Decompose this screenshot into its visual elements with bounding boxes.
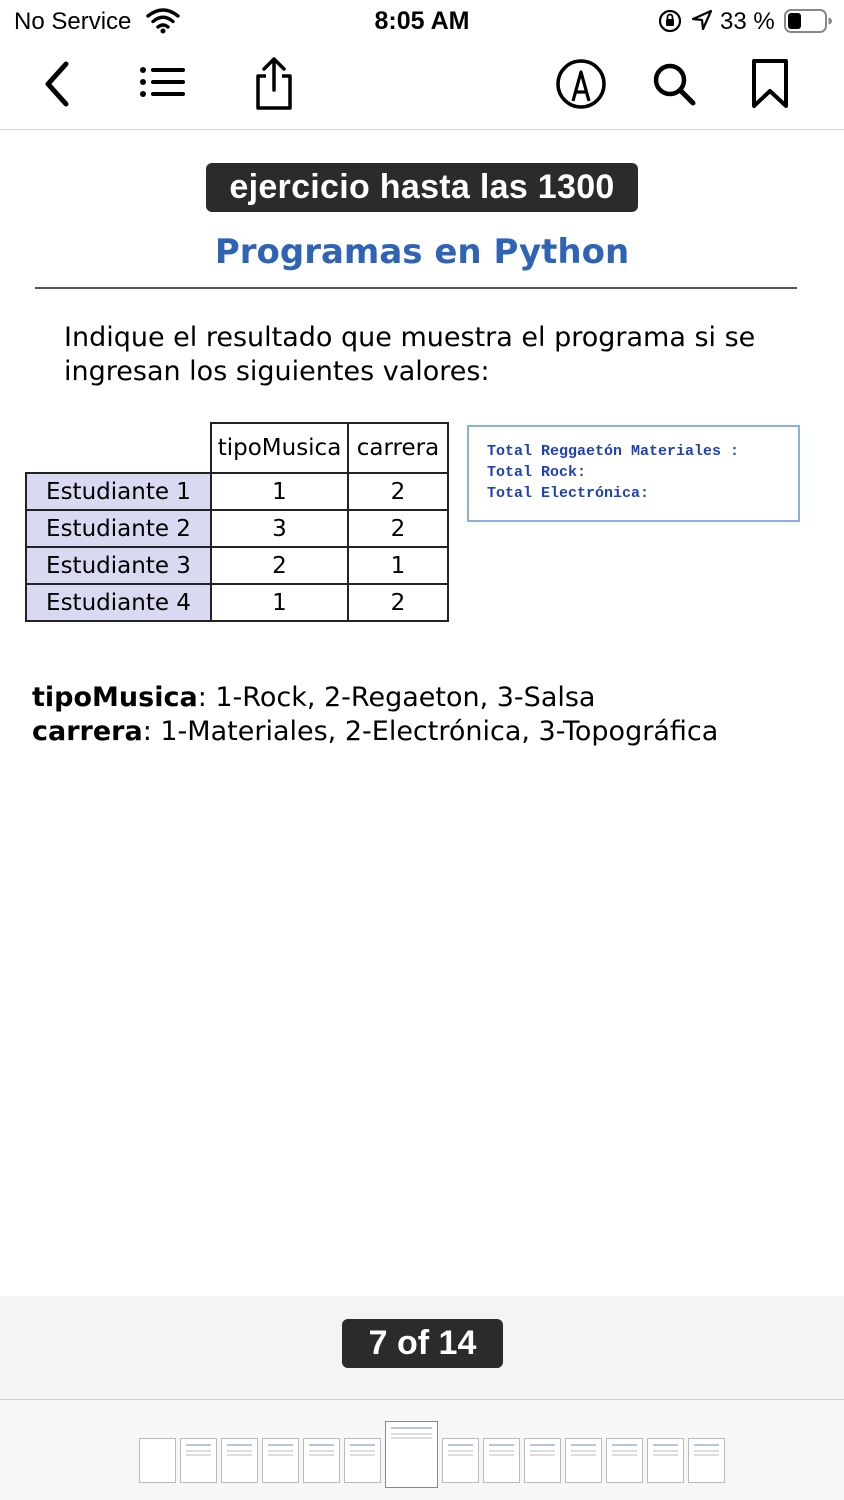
thumbnail-line [694,1454,719,1456]
thumbnail-line [448,1444,473,1446]
thumbnail-line [694,1450,719,1452]
table-row [26,473,448,510]
thumbnail-line [391,1437,432,1439]
thumbnail-line [309,1454,334,1456]
battery-percent: 33 % [720,8,775,35]
thumbnail-line [448,1454,473,1456]
table-corner [26,423,211,473]
document-title-pill: ejercicio hasta las 1300 [206,163,638,212]
output-line: Total Electrónica: [487,485,650,502]
location-icon [690,8,714,32]
thumbnail-line [653,1454,678,1456]
table-cell: 2 [348,473,448,510]
page-thumbnail[interactable] [344,1438,381,1483]
thumbnail-line [612,1454,637,1456]
thumbnail-line [227,1444,252,1446]
table-cell: 1 [348,547,448,584]
instructions-text: Indique el resultado que muestra el programa si se ingresan los siguientes valores: [64,322,756,387]
table-cell: 1 [211,584,348,621]
carrier-label: No Service [14,8,132,35]
thumbnail-line [571,1444,596,1446]
column-header: tipoMusica [211,423,348,473]
table-cell: 2 [348,510,448,547]
column-header: carrera [348,423,448,473]
legend-line-carrera [32,715,718,749]
thumbnail-line [571,1450,596,1452]
values-table [25,422,449,622]
thumbnail-line [571,1454,596,1456]
page-thumbnail[interactable] [606,1438,643,1483]
list-icon [138,64,188,104]
status-bar [0,0,844,44]
program-output-box [467,425,800,522]
thumbnail-line [268,1444,293,1446]
page-thumbnail[interactable] [565,1438,602,1483]
thumbnail-line [448,1450,473,1452]
page-heading: Programas en Python [214,232,630,272]
thumbnail-line [530,1450,555,1452]
thumbnail-line [391,1433,432,1435]
thumbnail-line [612,1444,637,1446]
legend-line-tipomusica [32,681,718,715]
search-button[interactable] [644,54,704,114]
page-thumbnail[interactable] [647,1438,684,1483]
pdf-page [0,203,844,1296]
table-of-contents-button[interactable] [133,54,193,114]
table-cell: 1 [211,473,348,510]
battery-icon [784,9,832,33]
markup-button[interactable] [551,54,611,114]
page-thumbnail[interactable] [139,1438,176,1483]
legend-value: : 1-Rock, 2-Regaeton, 3-Salsa [197,682,596,713]
page-thumbnail[interactable] [688,1438,725,1483]
thumbnail-line [694,1444,719,1446]
row-header: Estudiante 3 [26,547,211,584]
table-row [26,584,448,621]
thumbnail-line [268,1450,293,1452]
page-thumbnail[interactable] [180,1438,217,1483]
thumbnail-line [350,1450,375,1452]
heading-divider [35,287,797,289]
row-header: Estudiante 4 [26,584,211,621]
bookmark-button[interactable] [740,54,800,114]
thumbnail-line [227,1454,252,1456]
thumbnail-line [186,1450,211,1452]
table-row [26,547,448,584]
table-cell: 2 [211,547,348,584]
legend-key: carrera [32,716,143,747]
thumbnail-line [489,1454,514,1456]
thumbnail-line [489,1444,514,1446]
thumbnail-line [268,1454,293,1456]
page-thumbnail[interactable] [483,1438,520,1483]
thumbnail-line [653,1450,678,1452]
page-thumbnail[interactable] [385,1421,438,1488]
legend-value: : 1-Materiales, 2-Electrónica, 3-Topográfica [142,716,719,747]
clock: 8:05 AM [374,7,470,35]
thumbnail-line [309,1444,334,1446]
page-indicator: 7 of 14 [342,1319,503,1368]
back-button[interactable] [28,54,88,114]
page-thumbnail[interactable] [442,1438,479,1483]
share-icon [252,56,296,112]
thumbnail-line [612,1450,637,1452]
thumbnail-line [489,1450,514,1452]
thumbnail-line [186,1454,211,1456]
bookmark-icon [750,58,790,110]
back-icon [38,59,78,109]
thumbnail-line [227,1450,252,1452]
thumbnail-list [139,1433,725,1488]
row-header: Estudiante 2 [26,510,211,547]
legend-key: tipoMusica [32,682,198,713]
table-row [26,510,448,547]
thumbnail-line [350,1444,375,1446]
row-header: Estudiante 1 [26,473,211,510]
page-thumbnail[interactable] [524,1438,561,1483]
toolbar [0,44,844,130]
rotation-lock-icon [657,8,683,34]
thumbnail-line [186,1444,211,1446]
document-viewer[interactable] [0,131,844,1399]
search-icon [651,61,697,107]
thumbnail-strip [0,1399,844,1500]
output-line: Total Rock: [487,464,587,481]
legend-text [32,681,718,749]
page-thumbnail[interactable] [262,1438,299,1483]
thumbnail-line [530,1444,555,1446]
table-cell: 2 [348,584,448,621]
page-thumbnail[interactable] [303,1438,340,1483]
thumbnail-line [309,1450,334,1452]
thumbnail-line [350,1454,375,1456]
output-line: Total Reggaetón Materiales : [487,443,740,460]
thumbnail-line [391,1427,432,1429]
share-button[interactable] [244,54,304,114]
page-thumbnail[interactable] [221,1438,258,1483]
table-cell: 3 [211,510,348,547]
markup-icon [555,58,607,110]
thumbnail-line [653,1444,678,1446]
thumbnail-line [530,1454,555,1456]
